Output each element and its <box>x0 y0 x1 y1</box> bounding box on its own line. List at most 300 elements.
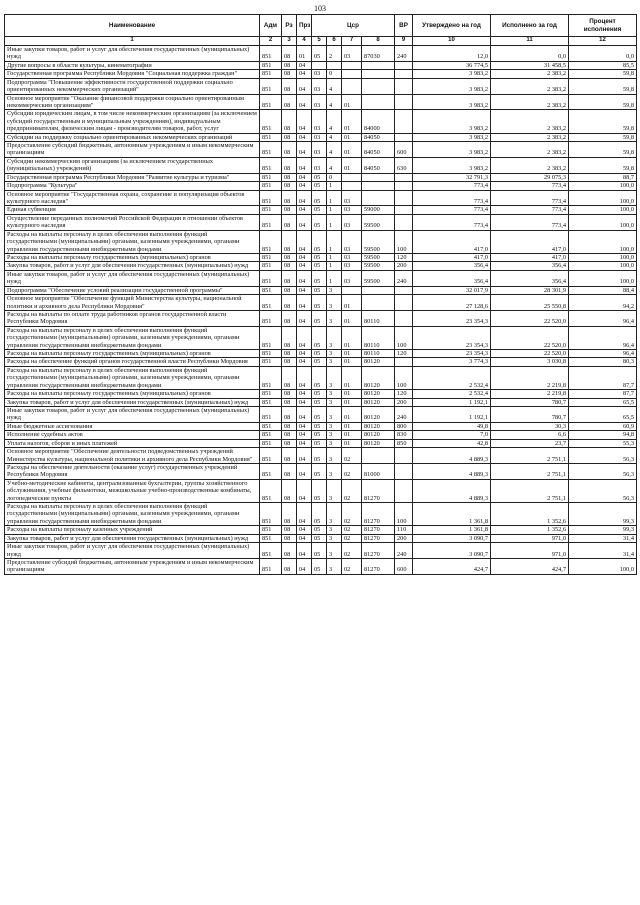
cell-planned: 42,8 <box>413 439 491 447</box>
cell-prz: 04 <box>297 270 312 286</box>
cell-csr-event: 02 <box>342 479 362 502</box>
cell-percent: 87,7 <box>569 390 637 398</box>
cell-csr-event: 02 <box>342 448 362 464</box>
cell-csr-event: 03 <box>342 46 362 62</box>
cell-prz: 04 <box>297 534 312 542</box>
cell-csr-program: 05 <box>312 310 327 326</box>
cell-csr-program: 05 <box>312 253 327 261</box>
cell-planned: 7,0 <box>413 431 491 439</box>
page-number: 103 <box>314 4 326 13</box>
cell-rz: 08 <box>282 286 297 294</box>
cell-executed: 3 030,8 <box>491 358 569 366</box>
cell-csr-event <box>342 173 362 181</box>
cell-csr-event <box>342 61 362 69</box>
cell-csr-program: 03 <box>312 94 327 110</box>
col-number: 7 <box>342 37 362 46</box>
cell-planned: 32 017,9 <box>413 286 491 294</box>
cell-name: Основное мероприятие "Государственная охрана, сохранение и популяризация объектов культурного наследия" <box>5 190 260 206</box>
cell-csr-program: 05 <box>312 230 327 253</box>
cell-prz: 04 <box>297 310 312 326</box>
table-row <box>5 206 637 214</box>
cell-percent: 65,5 <box>569 398 637 406</box>
cell-adm: 851 <box>260 503 282 526</box>
cell-executed: 0,0 <box>491 46 569 62</box>
cell-prz: 04 <box>297 358 312 366</box>
cell-name: Расходы на выплаты персоналу казенных учреждений <box>5 526 260 534</box>
cell-csr-direction: 84050 <box>362 157 395 173</box>
cell-csr-event: 01 <box>342 398 362 406</box>
cell-name: Государственная программа Республики Мордовия "Социальная поддержка граждан" <box>5 70 260 78</box>
cell-rz: 08 <box>282 61 297 69</box>
cell-prz: 04 <box>297 61 312 69</box>
cell-executed: 2 383,2 <box>491 133 569 141</box>
cell-executed: 28 301,9 <box>491 286 569 294</box>
cell-vr: 120 <box>395 350 413 358</box>
cell-adm: 851 <box>260 295 282 311</box>
cell-percent: 56,3 <box>569 448 637 464</box>
cell-csr-program: 03 <box>312 78 327 94</box>
cell-percent: 100,0 <box>569 206 637 214</box>
cell-planned: 23 354,3 <box>413 326 491 349</box>
table-row <box>5 70 637 78</box>
cell-percent: 100,0 <box>569 230 637 253</box>
cell-csr-direction: 84050 <box>362 133 395 141</box>
table-row <box>5 310 637 326</box>
cell-prz: 04 <box>297 326 312 349</box>
cell-percent: 80,3 <box>569 358 637 366</box>
cell-vr: 120 <box>395 253 413 261</box>
cell-percent: 65,5 <box>569 406 637 422</box>
cell-vr <box>395 94 413 110</box>
cell-csr-direction: 80120 <box>362 431 395 439</box>
table-row <box>5 422 637 430</box>
cell-adm: 851 <box>260 326 282 349</box>
cell-csr-event: 01 <box>342 295 362 311</box>
cell-executed: 2 383,2 <box>491 70 569 78</box>
cell-prz: 04 <box>297 448 312 464</box>
cell-vr <box>395 358 413 366</box>
cell-percent: 94,8 <box>569 431 637 439</box>
cell-prz: 04 <box>297 94 312 110</box>
col-number: 5 <box>312 37 327 46</box>
cell-planned: 1 192,1 <box>413 398 491 406</box>
cell-planned: 417,0 <box>413 230 491 253</box>
cell-vr: 200 <box>395 534 413 542</box>
cell-planned: 36 774,5 <box>413 61 491 69</box>
cell-executed: 6,6 <box>491 431 569 439</box>
cell-vr: 240 <box>395 46 413 62</box>
cell-csr-event <box>342 70 362 78</box>
cell-executed: 1 352,6 <box>491 526 569 534</box>
cell-name: Субсидии некоммерческим организациям (за исключением государственных (муниципальных) учреждений) <box>5 157 260 173</box>
cell-vr: 200 <box>395 398 413 406</box>
cell-csr-program: 05 <box>312 190 327 206</box>
cell-vr: 100 <box>395 366 413 389</box>
cell-csr-subprogram: 3 <box>327 503 342 526</box>
cell-planned: 424,7 <box>413 559 491 575</box>
cell-adm: 851 <box>260 230 282 253</box>
cell-csr-subprogram: 3 <box>327 358 342 366</box>
cell-csr-direction <box>362 78 395 94</box>
cell-prz: 04 <box>297 230 312 253</box>
cell-vr: 240 <box>395 270 413 286</box>
cell-executed: 31 458,5 <box>491 61 569 69</box>
cell-csr-direction <box>362 448 395 464</box>
cell-vr <box>395 479 413 502</box>
table-row <box>5 295 637 311</box>
cell-csr-direction: 80120 <box>362 366 395 389</box>
cell-prz: 04 <box>297 422 312 430</box>
cell-name: Иные бюджетные ассигнования <box>5 422 260 430</box>
cell-rz: 08 <box>282 157 297 173</box>
cell-prz: 04 <box>297 543 312 559</box>
cell-csr-subprogram: 3 <box>327 543 342 559</box>
cell-executed: 2 751,1 <box>491 463 569 479</box>
cell-percent: 87,7 <box>569 366 637 389</box>
cell-csr-subprogram: 3 <box>327 390 342 398</box>
cell-vr: 100 <box>395 503 413 526</box>
cell-name: Иные закупки товаров, работ и услуг для обеспечения государственных (муниципальных) нужд <box>5 270 260 286</box>
cell-planned: 27 128,6 <box>413 295 491 311</box>
table-row <box>5 110 637 133</box>
cell-name: Расходы на выплаты персоналу в целях обеспечения выполнения функций государственными (муниципальными) органами, казенными учреждениями, органами управления государственными внебюджетными фондами <box>5 366 260 389</box>
cell-executed: 22 520,0 <box>491 326 569 349</box>
cell-csr-program: 05 <box>312 479 327 502</box>
cell-adm: 851 <box>260 390 282 398</box>
cell-adm: 851 <box>260 310 282 326</box>
table-row <box>5 182 637 190</box>
cell-csr-event: 02 <box>342 543 362 559</box>
table-row <box>5 190 637 206</box>
cell-name: Иные закупки товаров, работ и услуг для обеспечения государственных (муниципальных) нужд <box>5 543 260 559</box>
table-row <box>5 358 637 366</box>
cell-name: Предоставление субсидий бюджетным, автономным учреждениям и иным некоммерческим организациям <box>5 559 260 575</box>
cell-name: Субсидии юридическим лицам, в том числе некоммерческим организациям (за исключением субсидий государственным и муниципальным учреждениям), индивидуальным предпринимателям, физическим лицам - производителям товаров, работ, услуг <box>5 110 260 133</box>
cell-name: Осуществление переданных полномочий Российской Федерации в отношении объектов культурного наследия <box>5 214 260 230</box>
cell-rz: 08 <box>282 270 297 286</box>
cell-executed: 2 383,2 <box>491 157 569 173</box>
cell-csr-program <box>312 61 327 69</box>
table-row <box>5 326 637 349</box>
cell-executed: 2 383,2 <box>491 94 569 110</box>
table-row <box>5 463 637 479</box>
cell-name: Расходы на выплаты персоналу в целях обеспечения выполнения функций государственными (муниципальными) органами, казенными учреждениями, органами управления государственными внебюджетными фондами <box>5 230 260 253</box>
table-row <box>5 503 637 526</box>
cell-adm: 851 <box>260 133 282 141</box>
cell-prz: 04 <box>297 262 312 270</box>
cell-executed: 971,0 <box>491 534 569 542</box>
cell-prz: 01 <box>297 46 312 62</box>
cell-vr: 100 <box>395 230 413 253</box>
cell-csr-event: 01 <box>342 94 362 110</box>
cell-name: Уплата налогов, сборов и иных платежей <box>5 439 260 447</box>
cell-csr-direction: 59000 <box>362 206 395 214</box>
cell-prz: 04 <box>297 190 312 206</box>
cell-csr-program: 05 <box>312 559 327 575</box>
cell-name: Подпрограмма "Обеспечение условий реализации государственной программы" <box>5 286 260 294</box>
cell-csr-subprogram: 3 <box>327 286 342 294</box>
cell-percent: 88,7 <box>569 173 637 181</box>
cell-csr-program: 05 <box>312 431 327 439</box>
cell-planned: 12,0 <box>413 46 491 62</box>
cell-csr-direction: 80120 <box>362 390 395 398</box>
cell-executed: 2 383,2 <box>491 78 569 94</box>
cell-planned: 3 090,7 <box>413 534 491 542</box>
cell-csr-direction: 80120 <box>362 398 395 406</box>
table-row <box>5 439 637 447</box>
cell-percent: 96,4 <box>569 310 637 326</box>
cell-csr-subprogram <box>327 61 342 69</box>
cell-planned: 3 983,2 <box>413 70 491 78</box>
cell-vr: 850 <box>395 439 413 447</box>
cell-name: Субсидии на поддержку социально ориентированных некоммерческих организаций <box>5 133 260 141</box>
cell-csr-subprogram: 3 <box>327 431 342 439</box>
cell-planned: 49,8 <box>413 422 491 430</box>
table-row <box>5 61 637 69</box>
cell-name: Расходы на обеспечение деятельности (оказание услуг) государственных учреждений Республики Мордовия <box>5 463 260 479</box>
cell-name: Расходы на выплаты персоналу в целях обеспечения выполнения функций государственными (муниципальными) органами, казенными учреждениями, органами управления государственными внебюджетными фондами <box>5 326 260 349</box>
cell-prz: 04 <box>297 295 312 311</box>
cell-rz: 08 <box>282 262 297 270</box>
cell-prz: 04 <box>297 406 312 422</box>
cell-rz: 08 <box>282 543 297 559</box>
cell-executed: 29 075,3 <box>491 173 569 181</box>
cell-prz: 04 <box>297 503 312 526</box>
cell-name: Предоставление субсидий бюджетным, автономным учреждениям и иным некоммерческим организациям <box>5 142 260 158</box>
cell-adm: 851 <box>260 190 282 206</box>
cell-csr-direction: 81000 <box>362 463 395 479</box>
cell-rz: 08 <box>282 253 297 261</box>
cell-adm: 851 <box>260 157 282 173</box>
cell-csr-program: 05 <box>312 439 327 447</box>
cell-name: Подпрограмма "Культура" <box>5 182 260 190</box>
cell-name: Подпрограмма "Повышение эффективности государственной поддержки социально ориентированных некоммерческих организаций" <box>5 78 260 94</box>
cell-planned: 356,4 <box>413 262 491 270</box>
cell-executed: 773,4 <box>491 206 569 214</box>
cell-planned: 4 889,3 <box>413 448 491 464</box>
cell-csr-event: 01 <box>342 157 362 173</box>
cell-name: Основное мероприятие "Оказание финансовой поддержки социально ориентированным некоммерческим организациям" <box>5 94 260 110</box>
cell-vr <box>395 286 413 294</box>
table-row <box>5 173 637 181</box>
cell-percent: 88,4 <box>569 286 637 294</box>
cell-csr-program: 05 <box>312 422 327 430</box>
cell-adm: 851 <box>260 526 282 534</box>
cell-csr-subprogram: 1 <box>327 253 342 261</box>
cell-adm: 851 <box>260 270 282 286</box>
cell-csr-program: 05 <box>312 262 327 270</box>
cell-executed: 773,4 <box>491 190 569 206</box>
table-row <box>5 78 637 94</box>
cell-planned: 3 983,2 <box>413 142 491 158</box>
table-body <box>5 46 637 575</box>
cell-planned: 1 361,8 <box>413 526 491 534</box>
cell-rz: 08 <box>282 142 297 158</box>
table-row <box>5 559 637 575</box>
cell-csr-event: 02 <box>342 534 362 542</box>
cell-percent: 99,3 <box>569 526 637 534</box>
cell-prz: 04 <box>297 182 312 190</box>
col-number: 1 <box>5 37 260 46</box>
cell-csr-event: 02 <box>342 463 362 479</box>
cell-rz: 08 <box>282 503 297 526</box>
cell-csr-program: 05 <box>312 406 327 422</box>
cell-rz: 08 <box>282 310 297 326</box>
cell-csr-program: 05 <box>312 358 327 366</box>
cell-adm: 851 <box>260 46 282 62</box>
cell-prz: 04 <box>297 70 312 78</box>
cell-planned: 773,4 <box>413 206 491 214</box>
cell-csr-program: 03 <box>312 110 327 133</box>
header-row <box>5 15 637 37</box>
cell-adm: 851 <box>260 431 282 439</box>
cell-csr-event <box>342 182 362 190</box>
cell-percent: 96,4 <box>569 350 637 358</box>
cell-rz: 08 <box>282 295 297 311</box>
cell-rz: 08 <box>282 230 297 253</box>
cell-csr-direction <box>362 94 395 110</box>
cell-planned: 1 192,1 <box>413 406 491 422</box>
cell-csr-subprogram: 3 <box>327 559 342 575</box>
cell-executed: 773,4 <box>491 214 569 230</box>
cell-executed: 2 751,1 <box>491 479 569 502</box>
cell-name: Расходы на обеспечение функций органов государственной власти Республики Мордовия <box>5 358 260 366</box>
table-row <box>5 94 637 110</box>
cell-csr-direction: 59500 <box>362 230 395 253</box>
cell-percent: 56,3 <box>569 463 637 479</box>
cell-adm: 851 <box>260 253 282 261</box>
cell-csr-subprogram: 4 <box>327 142 342 158</box>
cell-vr <box>395 463 413 479</box>
table-row <box>5 230 637 253</box>
cell-csr-event: 03 <box>342 270 362 286</box>
cell-adm: 851 <box>260 534 282 542</box>
cell-csr-direction: 84050 <box>362 142 395 158</box>
cell-csr-event: 01 <box>342 431 362 439</box>
cell-vr: 830 <box>395 431 413 439</box>
cell-prz: 04 <box>297 110 312 133</box>
cell-rz: 08 <box>282 173 297 181</box>
cell-csr-direction: 59500 <box>362 262 395 270</box>
cell-csr-subprogram: 3 <box>327 326 342 349</box>
cell-csr-direction <box>362 61 395 69</box>
cell-rz: 08 <box>282 190 297 206</box>
cell-adm: 851 <box>260 463 282 479</box>
cell-percent: 94,2 <box>569 295 637 311</box>
cell-csr-direction <box>362 173 395 181</box>
cell-prz: 04 <box>297 390 312 398</box>
col-header-name: Наименование <box>5 15 260 37</box>
cell-csr-event: 01 <box>342 390 362 398</box>
cell-csr-subprogram: 4 <box>327 110 342 133</box>
cell-csr-subprogram: 3 <box>327 366 342 389</box>
cell-prz: 04 <box>297 206 312 214</box>
cell-csr-direction: 81270 <box>362 534 395 542</box>
cell-csr-subprogram: 3 <box>327 422 342 430</box>
cell-adm: 851 <box>260 61 282 69</box>
cell-vr <box>395 61 413 69</box>
cell-percent: 31,4 <box>569 534 637 542</box>
cell-csr-direction: 80120 <box>362 358 395 366</box>
col-number: 10 <box>413 37 491 46</box>
cell-rz: 08 <box>282 206 297 214</box>
cell-csr-direction: 80120 <box>362 439 395 447</box>
cell-executed: 2 383,2 <box>491 142 569 158</box>
cell-csr-direction <box>362 286 395 294</box>
table-row <box>5 46 637 62</box>
table-row <box>5 390 637 398</box>
cell-planned: 417,0 <box>413 253 491 261</box>
cell-vr <box>395 70 413 78</box>
cell-vr: 110 <box>395 526 413 534</box>
cell-prz: 04 <box>297 142 312 158</box>
cell-csr-subprogram: 1 <box>327 182 342 190</box>
table-row <box>5 526 637 534</box>
cell-csr-program: 03 <box>312 133 327 141</box>
table-row <box>5 543 637 559</box>
cell-csr-program: 05 <box>312 214 327 230</box>
cell-csr-event: 01 <box>342 422 362 430</box>
cell-prz: 04 <box>297 253 312 261</box>
cell-csr-direction <box>362 182 395 190</box>
cell-percent: 100,0 <box>569 214 637 230</box>
cell-percent: 100,0 <box>569 182 637 190</box>
col-header-pct: Процент исполнения <box>569 15 637 37</box>
cell-adm: 851 <box>260 439 282 447</box>
cell-percent: 59,8 <box>569 133 637 141</box>
table-row <box>5 431 637 439</box>
cell-vr <box>395 110 413 133</box>
cell-csr-program: 05 <box>312 398 327 406</box>
cell-prz: 04 <box>297 463 312 479</box>
cell-executed: 356,4 <box>491 270 569 286</box>
cell-csr-event: 01 <box>342 310 362 326</box>
cell-prz: 04 <box>297 173 312 181</box>
cell-percent: 59,8 <box>569 142 637 158</box>
cell-rz: 08 <box>282 366 297 389</box>
table-row <box>5 142 637 158</box>
cell-csr-direction: 81270 <box>362 559 395 575</box>
col-header-prz: Прз <box>297 15 312 37</box>
cell-executed: 780,7 <box>491 406 569 422</box>
cell-adm: 851 <box>260 94 282 110</box>
cell-percent: 100,0 <box>569 262 637 270</box>
cell-vr: 800 <box>395 422 413 430</box>
cell-csr-subprogram: 1 <box>327 270 342 286</box>
table-row <box>5 406 637 422</box>
cell-rz: 08 <box>282 439 297 447</box>
cell-name: Иные закупки товаров, работ и услуг для обеспечения государственных (муниципальных) нужд <box>5 406 260 422</box>
cell-csr-direction: 87030 <box>362 46 395 62</box>
cell-rz: 08 <box>282 448 297 464</box>
col-header-plan: Утверждено на год <box>413 15 491 37</box>
cell-percent: 100,0 <box>569 253 637 261</box>
cell-prz: 04 <box>297 157 312 173</box>
cell-csr-event <box>342 286 362 294</box>
cell-csr-subprogram: 3 <box>327 479 342 502</box>
cell-executed: 23,7 <box>491 439 569 447</box>
cell-csr-direction: 80110 <box>362 326 395 349</box>
cell-csr-direction: 59500 <box>362 214 395 230</box>
col-header-csr: Цср <box>312 15 395 37</box>
cell-percent: 59,8 <box>569 110 637 133</box>
cell-rz: 08 <box>282 214 297 230</box>
cell-csr-direction: 59500 <box>362 253 395 261</box>
cell-vr: 630 <box>395 157 413 173</box>
cell-csr-direction: 80110 <box>362 310 395 326</box>
cell-csr-subprogram: 3 <box>327 398 342 406</box>
cell-adm: 851 <box>260 110 282 133</box>
